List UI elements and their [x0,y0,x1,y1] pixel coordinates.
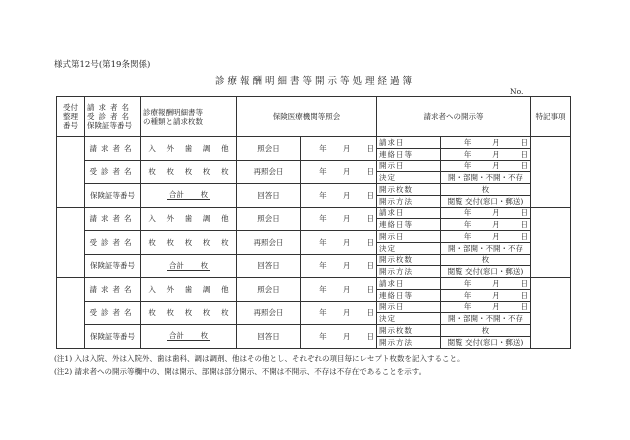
inquiry-date-label: 照会日 [237,137,301,161]
statement-total[interactable]: 合計 枚 [141,254,237,278]
inquiry-date-label: 照会日 [237,278,301,302]
contact-date-label: 連絡日等 [377,148,441,160]
disclosure-date-value[interactable]: 年 月 日 [441,231,531,243]
inquiry-date-value[interactable]: 年 月 日 [301,137,377,161]
number-label: No. [510,87,524,96]
statement-kinds: 入 外 歯 調 他 [141,207,237,231]
record-row [57,254,571,266]
disclosure-pages-value[interactable]: 枚 [441,325,531,337]
statement-kinds: 入 外 歯 調 他 [141,278,237,302]
request-date-value[interactable]: 年 月 日 [441,137,531,149]
statement-counts[interactable]: 枚 枚 枚 枚 枚 [141,231,237,255]
contact-date-label: 連絡日等 [377,289,441,301]
request-date-label: 請求日 [377,278,441,290]
insurance-number-label: 保険証等番号 [85,325,141,349]
disclosure-method-value[interactable]: 閲覧 交付(窓口・郵送) [441,336,531,348]
disclosure-pages-label: 開示枚数 [377,254,441,266]
answer-date-value[interactable]: 年 月 日 [301,184,377,208]
disclosure-date-label: 開示日 [377,231,441,243]
patient-name-label: 受診者名 [85,231,141,255]
receipt-number-cell[interactable] [57,278,85,349]
reinquiry-date-label: 再照会日 [237,231,301,255]
reinquiry-date-value[interactable]: 年 月 日 [301,231,377,255]
inquiry-date-value[interactable]: 年 月 日 [301,278,377,302]
remarks-cell[interactable] [531,207,571,278]
requester-name-label: 請求者名 [85,207,141,231]
statement-total[interactable]: 合計 枚 [141,325,237,349]
inquiry-date-label: 照会日 [237,207,301,231]
patient-name-label: 受診者名 [85,160,141,184]
disclosure-date-value[interactable]: 年 月 日 [441,160,531,172]
header-statement-kind: 診療報酬明細書等 の種類と請求枚数 [141,97,237,137]
note-1: (注1) 入は入院、外は入院外、歯は歯科、調は調剤、他はその他とし、それぞれの項目毎にレセプト枚数を記入すること。 [54,354,465,363]
patient-name-label: 受診者名 [85,301,141,325]
record-row [57,301,571,313]
answer-date-label: 回答日 [237,325,301,349]
disclosure-date-label: 開示日 [377,301,441,313]
insurance-number-label: 保険証等番号 [85,184,141,208]
receipt-number-cell[interactable] [57,137,85,208]
record-row [57,160,571,172]
statement-kinds: 入 外 歯 調 他 [141,137,237,161]
reinquiry-date-value[interactable]: 年 月 日 [301,160,377,184]
request-date-value[interactable]: 年 月 日 [441,278,531,290]
contact-date-label: 連絡日等 [377,219,441,231]
disclosure-date-value[interactable]: 年 月 日 [441,301,531,313]
contact-date-value[interactable]: 年 月 日 [441,289,531,301]
form-number: 様式第12号(第19条関係) [54,60,151,70]
register-table [56,96,571,349]
request-date-value[interactable]: 年 月 日 [441,207,531,219]
remarks-cell[interactable] [531,137,571,208]
note-2: (注2) 請求者への開示等欄中の、開は開示、部開は部分開示、不開は不開示、不存は不存在であることを示す。 [54,367,427,376]
header-disclosure: 請求者への開示等 [377,97,531,137]
answer-date-label: 回答日 [237,254,301,278]
header-requester: 請求者名 受診者名 保険証等番号 [85,97,141,137]
header-row [57,97,571,137]
statement-total[interactable]: 合計 枚 [141,184,237,208]
disclosure-method-value[interactable]: 閲覧 交付(窓口・郵送) [441,195,531,207]
request-date-label: 請求日 [377,137,441,149]
answer-date-value[interactable]: 年 月 日 [301,254,377,278]
disclosure-date-label: 開示日 [377,160,441,172]
header-receipt-number: 受付 整理 番号 [57,97,85,137]
insurance-number-label: 保険証等番号 [85,254,141,278]
decision-value[interactable]: 開・部開・不開・不存 [441,313,531,325]
disclosure-method-label: 開示方法 [377,336,441,348]
remarks-cell[interactable] [531,278,571,349]
disclosure-method-value[interactable]: 閲覧 交付(窓口・郵送) [441,266,531,278]
record-row [57,137,571,149]
reinquiry-date-label: 再照会日 [237,301,301,325]
record-row [57,184,571,196]
page-title: 診療報酬明細書等開示等処理経過簿 [214,76,415,87]
decision-label: 決定 [377,242,441,254]
record-row [57,325,571,337]
reinquiry-date-value[interactable]: 年 月 日 [301,301,377,325]
disclosure-pages-label: 開示枚数 [377,325,441,337]
disclosure-pages-value[interactable]: 枚 [441,184,531,196]
header-inquiry: 保険医療機関等照会 [237,97,377,137]
header-remarks: 特記事項 [531,97,571,137]
receipt-number-cell[interactable] [57,207,85,278]
disclosure-pages-value[interactable]: 枚 [441,254,531,266]
request-date-label: 請求日 [377,207,441,219]
disclosure-method-label: 開示方法 [377,195,441,207]
contact-date-value[interactable]: 年 月 日 [441,219,531,231]
decision-label: 決定 [377,172,441,184]
record-row [57,231,571,243]
statement-counts[interactable]: 枚 枚 枚 枚 枚 [141,160,237,184]
answer-date-label: 回答日 [237,184,301,208]
contact-date-value[interactable]: 年 月 日 [441,148,531,160]
reinquiry-date-label: 再照会日 [237,160,301,184]
record-row [57,207,571,219]
decision-value[interactable]: 開・部開・不開・不存 [441,172,531,184]
decision-value[interactable]: 開・部開・不開・不存 [441,242,531,254]
requester-name-label: 請求者名 [85,278,141,302]
answer-date-value[interactable]: 年 月 日 [301,325,377,349]
disclosure-method-label: 開示方法 [377,266,441,278]
requester-name-label: 請求者名 [85,137,141,161]
statement-counts[interactable]: 枚 枚 枚 枚 枚 [141,301,237,325]
disclosure-pages-label: 開示枚数 [377,184,441,196]
inquiry-date-value[interactable]: 年 月 日 [301,207,377,231]
record-row [57,278,571,290]
decision-label: 決定 [377,313,441,325]
